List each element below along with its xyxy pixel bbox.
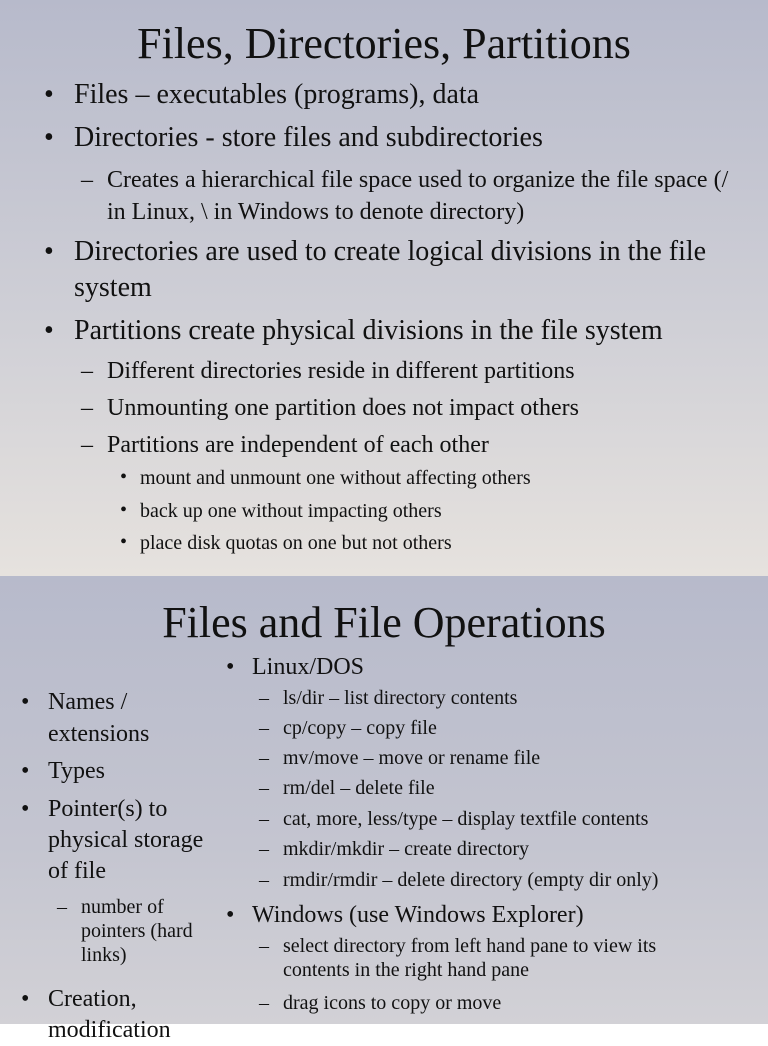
dash-marker: – [259, 717, 269, 739]
slide-title: Files and File Operations [162, 598, 606, 647]
bullet-text: mount and unmount one without affecting others [140, 467, 531, 489]
cmd-cat [259, 808, 753, 832]
cmd-ls [259, 687, 753, 711]
dash-marker: – [259, 992, 269, 1014]
bullet-text: rm/del – delete file [283, 777, 435, 799]
bullet-marker: • [226, 902, 235, 928]
dash-marker: – [259, 935, 269, 957]
bullet-marker: • [44, 315, 54, 346]
left-bullet-names [21, 686, 198, 751]
bullet-text: Files – executables (programs), data [74, 79, 480, 110]
cmd-rm [259, 777, 753, 801]
sub-sub-bullet-mount [120, 466, 740, 491]
bullet-text: mv/move – move or rename file [283, 747, 541, 769]
dash-marker: – [259, 869, 269, 891]
bullet-marker: • [226, 654, 235, 680]
bullet-text: drag icons to copy or move [283, 992, 502, 1014]
right-bullet-linux-dos [226, 653, 752, 681]
sub-bullet-independent [81, 431, 747, 459]
bullet-marker: • [21, 796, 30, 822]
bullet-text: select directory from left hand pane to view its contents in the right hand pane [283, 935, 657, 981]
dash-marker: – [259, 808, 269, 830]
cmd-mv [259, 747, 753, 771]
bullet-marker: • [21, 689, 30, 715]
bullet-partitions [44, 314, 764, 347]
dash-marker: – [259, 838, 269, 860]
bullet-text: Names / extensions [48, 689, 150, 748]
bullet-text: Partitions are independent of each other [107, 432, 489, 458]
dash-marker: – [81, 395, 93, 421]
slide-files-and-file-operations [0, 576, 768, 1044]
cmd-mkdir [259, 838, 753, 862]
sub-bullet-hierarchical [81, 164, 747, 229]
bullet-text: number of pointers (hard links) [81, 896, 193, 966]
bullet-text: Partitions create physical divisions in the file system [74, 315, 663, 346]
bullet-marker: • [44, 79, 54, 110]
bullet-text: back up one without impacting others [140, 500, 442, 522]
windows-drag-icons [259, 991, 723, 1015]
cmd-rmdir [259, 869, 753, 893]
dash-marker: – [259, 747, 269, 769]
bullet-text: place disk quotas on one but not others [140, 532, 452, 554]
bullet-text: Windows (use Windows Explorer) [252, 902, 584, 928]
bullet-text: Types [48, 758, 105, 784]
sub-bullet-unmounting [81, 394, 747, 422]
dash-marker: – [259, 687, 269, 709]
bullet-text: Different directories reside in different partitions [107, 358, 575, 384]
bullet-text: cat, more, less/type – display textfile contents [283, 808, 649, 830]
bullet-marker: • [21, 758, 30, 784]
windows-select-directory [259, 934, 723, 982]
bullet-marker: • [44, 236, 54, 267]
bullet-marker: • [120, 499, 128, 521]
dash-marker: – [57, 896, 67, 918]
bullet-marker: • [21, 986, 30, 1012]
bullet-logical-divisions [44, 234, 754, 307]
left-bullet-pointers [21, 794, 208, 888]
bullet-text: Directories - store files and subdirectories [74, 122, 543, 153]
sub-sub-bullet-backup [120, 499, 740, 524]
left-bullet-types [21, 757, 198, 785]
left-sub-bullet-hard-links [57, 895, 211, 967]
bullet-marker: • [120, 466, 128, 488]
bullet-text: mkdir/mkdir – create directory [283, 838, 530, 860]
bullet-marker: • [120, 531, 128, 553]
dash-marker: – [81, 167, 93, 193]
bullet-text: cp/copy – copy file [283, 717, 437, 739]
sub-bullet-reside [81, 357, 747, 385]
cmd-cp [259, 717, 753, 741]
dash-marker: – [81, 432, 93, 458]
left-bullet-creation [21, 984, 218, 1046]
dash-marker: – [259, 777, 269, 799]
bullet-marker: • [44, 122, 54, 153]
bullet-text: ls/dir – list directory contents [283, 687, 518, 709]
dash-marker: – [81, 358, 93, 384]
bullet-text: Unmounting one partition does not impact others [107, 395, 579, 421]
sub-sub-bullet-quotas [120, 531, 740, 556]
bullet-text: Pointer(s) to physical storage of file [48, 796, 204, 885]
bullet-directories [44, 121, 754, 154]
bullet-text: Creation, modification [48, 986, 171, 1044]
bullet-files [44, 78, 754, 111]
bullet-text: rmdir/rmdir – delete directory (empty dir only) [283, 869, 659, 891]
slide-title: Files, Directories, Partitions [137, 19, 631, 68]
bullet-text: Linux/DOS [252, 654, 365, 680]
bullet-text: Creates a hierarchical file space used to organize the file space (/ in Linux, \ in Windows to denote directory) [107, 167, 729, 226]
right-bullet-windows [226, 901, 752, 929]
bullet-text: Directories are used to create logical divisions in the file system [74, 236, 707, 304]
